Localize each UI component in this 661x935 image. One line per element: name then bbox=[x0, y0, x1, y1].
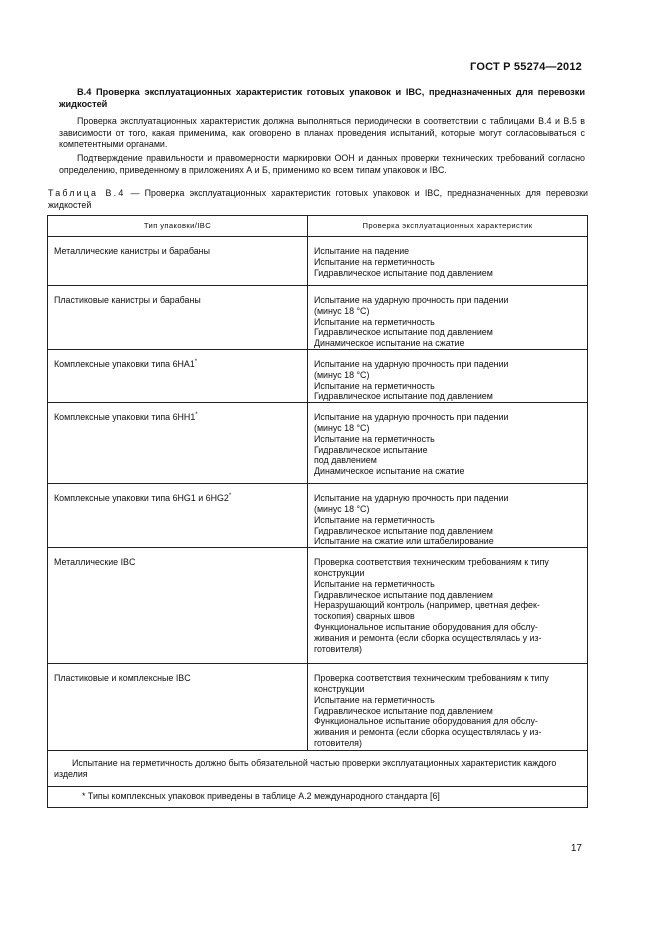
check-line: Гидравлическое испытание под давлением bbox=[314, 589, 493, 600]
footnote-mark: * bbox=[194, 359, 198, 365]
check-line: Проверка соответствия техническим требованиям к типу bbox=[314, 557, 549, 568]
check-line: Испытание на ударную прочность при падении bbox=[314, 412, 509, 423]
section-title: B.4 Проверка эксплуатационных характеристик готовых упаковок и IBC, предназначенных для перевозки жидкостей bbox=[59, 87, 585, 109]
check-line: тоскопия) сварных швов bbox=[314, 611, 415, 622]
check-line: Испытание на герметичность bbox=[314, 694, 435, 705]
table-row bbox=[48, 484, 588, 548]
package-type-text: Комплексные упаковки типа 6HH1 bbox=[54, 412, 196, 423]
check-line: Гидравлическое испытание bbox=[314, 444, 428, 455]
check-line: Испытание на герметичность bbox=[314, 380, 435, 391]
header-package-type: Тип упаковки/IBC bbox=[48, 216, 308, 237]
performance-check-table bbox=[47, 215, 588, 808]
package-type-cell bbox=[48, 286, 308, 350]
check-line: Функциональное испытание оборудования для обслу- bbox=[314, 716, 538, 727]
paragraph-periodic-check: Проверка эксплуатационных характеристик должна выполняться периодически в соответствии с таблицами В.4 и В.5 в зависимости от того, какая применима, как оговорено в планах проведения испытаний, которые могут согласовываться с компетентными органами. bbox=[59, 116, 585, 149]
check-line: Гидравлическое испытание под давлением bbox=[314, 525, 493, 536]
paragraph-marking-confirmation: Подтверждение правильности и правомерности маркировки ООН и данных проверки технических требований согласно определению, приведенному в приложениях А и Б, применимо ко всем типам упаковок и IBC. bbox=[59, 153, 585, 175]
check-line: живания и ремонта (если сборка осуществлялась у из- bbox=[314, 727, 542, 738]
package-type-cell bbox=[48, 484, 308, 548]
check-line: Испытание на герметичность bbox=[314, 316, 435, 327]
check-line: готовителя) bbox=[314, 643, 362, 654]
table-row bbox=[48, 548, 588, 664]
check-line: Динамическое испытание на сжатие bbox=[314, 466, 465, 477]
check-line: Гидравлическое испытание под давлением bbox=[314, 327, 493, 338]
check-line: (минус 18 °С) bbox=[314, 503, 370, 514]
check-line: (минус 18 °С) bbox=[314, 305, 370, 316]
package-type-cell bbox=[48, 664, 308, 751]
check-line: Функциональное испытание оборудования для обслу- bbox=[314, 621, 538, 632]
table-row bbox=[48, 237, 588, 286]
check-line: Неразрушающий контроль (например, цветная дефек- bbox=[314, 600, 540, 611]
check-line: конструкции bbox=[314, 683, 365, 694]
table-header-row bbox=[48, 216, 588, 237]
table-note: Испытание на герметичность должно быть обязательной частью проверки эксплуатационных характеристик каждого изделия bbox=[48, 751, 588, 787]
check-line: Испытание на ударную прочность при падении bbox=[314, 295, 509, 305]
table-caption-text: — Проверка эксплуатационных характеристик готовых упаковок и IBC, предназначенных для перевозки жидкостей bbox=[48, 188, 588, 210]
table-row bbox=[48, 350, 588, 403]
footnote-mark: * bbox=[195, 412, 198, 419]
checks-cell bbox=[308, 403, 588, 484]
check-line: готовителя) bbox=[314, 737, 362, 748]
table-row bbox=[48, 664, 588, 751]
checks-cell bbox=[308, 286, 588, 350]
check-line: Испытание на ударную прочность при падении bbox=[314, 493, 509, 504]
check-line: Испытание на ударную прочность при падении bbox=[314, 359, 509, 369]
check-line: Испытание на герметичность bbox=[314, 578, 435, 589]
check-line: (минус 18 °С) bbox=[314, 369, 370, 380]
package-type-cell bbox=[48, 237, 308, 286]
table-footnote: * Типы комплексных упаковок приведены в таблице А.2 международного стандарта [6] bbox=[48, 787, 588, 808]
table-caption-prefix: Таблица В.4 bbox=[48, 188, 126, 198]
package-type-text: Пластиковые и комплексные IBC bbox=[54, 673, 191, 684]
package-type-text: Металлические канистры и барабаны bbox=[54, 246, 210, 256]
table-footnote-row bbox=[48, 787, 588, 808]
check-line: Проверка соответствия техническим требованиям к типу bbox=[314, 673, 549, 684]
check-line: живания и ремонта (если сборка осуществлялась у из- bbox=[314, 632, 542, 643]
footnote-mark: * bbox=[228, 493, 232, 500]
checks-cell bbox=[308, 548, 588, 664]
package-type-cell bbox=[48, 548, 308, 664]
check-line: Испытание на герметичность bbox=[314, 514, 435, 525]
table-note-row bbox=[48, 751, 588, 787]
checks-cell bbox=[308, 664, 588, 751]
check-line: Испытание на герметичность bbox=[314, 433, 435, 444]
document-standard-number: ГОСТ Р 55274—2012 bbox=[470, 61, 582, 73]
check-line: конструкции bbox=[314, 567, 365, 578]
check-line: Испытание на сжатие или штабелирование bbox=[314, 536, 494, 547]
check-line: Гидравлическое испытание под давлением bbox=[314, 705, 493, 716]
table-row bbox=[48, 403, 588, 484]
checks-cell bbox=[308, 484, 588, 548]
package-type-cell bbox=[48, 350, 308, 403]
checks-cell bbox=[308, 237, 588, 286]
check-line: Испытание на герметичность bbox=[314, 256, 435, 267]
check-line: Гидравлическое испытание под давлением bbox=[314, 391, 493, 402]
check-line: Динамическое испытание на сжатие bbox=[314, 338, 465, 349]
page-number: 17 bbox=[570, 843, 582, 854]
package-type-text: Пластиковые канистры и барабаны bbox=[54, 295, 201, 305]
package-type-text: Комплексные упаковки типа 6HG1 и 6HG2 bbox=[54, 493, 229, 504]
check-line: Испытание на падение bbox=[314, 246, 410, 256]
table-caption bbox=[48, 188, 588, 211]
checks-cell bbox=[308, 350, 588, 403]
check-line: под давлением bbox=[314, 455, 377, 466]
check-line: Гидравлическое испытание под давлением bbox=[314, 267, 493, 278]
package-type-cell bbox=[48, 403, 308, 484]
package-type-text: Металлические IBC bbox=[54, 557, 136, 568]
header-performance-check: Проверка эксплуатационных характеристик bbox=[308, 216, 588, 237]
table-row bbox=[48, 286, 588, 350]
check-line: (минус 18 °С) bbox=[314, 422, 370, 433]
package-type-text: Комплексные упаковки типа 6HA1 bbox=[54, 359, 195, 369]
